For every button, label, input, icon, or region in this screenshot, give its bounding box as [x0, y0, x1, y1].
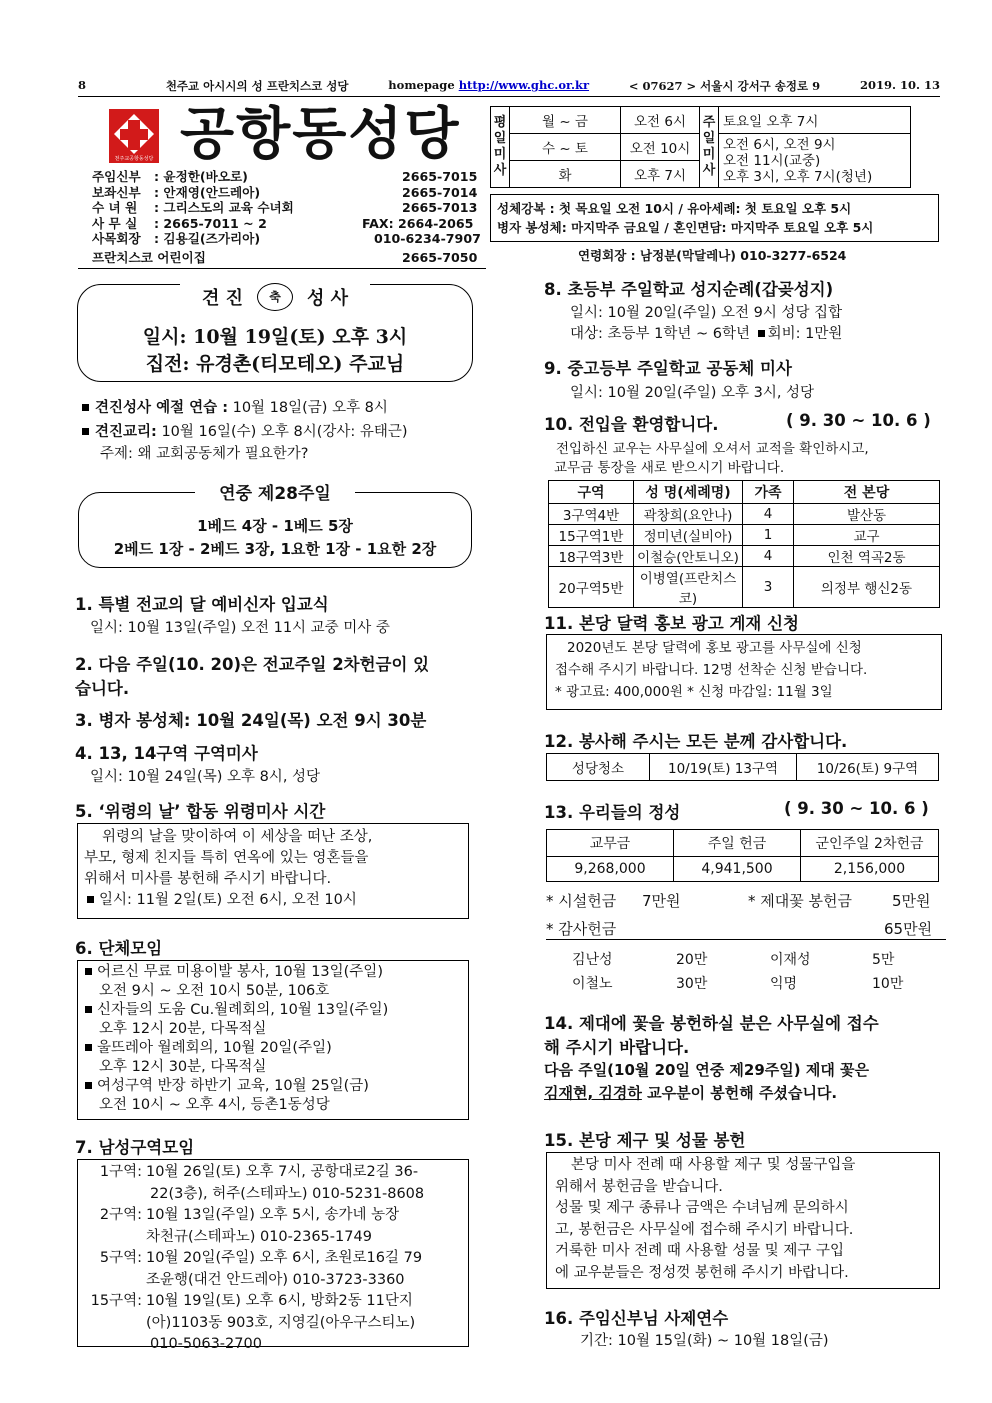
- table-row: 15구역1반 정미년(실비아) 1 교구: [549, 525, 940, 546]
- table-row: 9,268,000 4,941,500 2,156,000: [547, 857, 939, 882]
- section-title: 5. ‘위령의 날’ 합동 위령미사 시간: [75, 802, 326, 821]
- sunday-mass-time: 토요일 오후 7시: [719, 107, 911, 134]
- header-line: [78, 78, 940, 94]
- page-number: 8: [78, 78, 87, 92]
- section-body: 교무금 통장을 새로 받으시기 바랍니다.: [554, 460, 785, 476]
- section-title: 1. 특별 전교의 달 예비신자 입교식: [75, 595, 329, 614]
- mass-days: 월 ~ 금: [510, 107, 621, 134]
- page-title: 공항동성당: [180, 102, 461, 167]
- list-item: 이철노 30만 익명 10만: [572, 976, 904, 992]
- list-item: 신자들의 도움 Cu.월례회의, 10월 13일(주일): [82, 1001, 464, 1020]
- section-title: 4. 13, 14구역 구역미사: [75, 744, 258, 763]
- confirmation-celebrant: 집전: 유경촌(티모테오) 주교님: [145, 353, 405, 375]
- section-period: ( 9. 30 ~ 10. 6 ): [784, 799, 929, 818]
- mass-time: 오전 10시: [621, 134, 700, 161]
- facility-offering-label: * 시설헌금: [546, 892, 617, 910]
- section-title: 6. 단체모임: [75, 939, 163, 958]
- divider: [546, 939, 946, 940]
- parish-full-name: 천주교 아시시의 성 프란치스코 성당: [165, 79, 349, 93]
- confirmation-title: 견 진 축 성 사: [180, 282, 370, 312]
- offering-table: [546, 829, 939, 882]
- section-title: 16. 주임신부님 사제연수: [544, 1309, 729, 1328]
- mass-schedule-table: [490, 106, 911, 188]
- section-title: 2. 다음 주일(10. 20)은 전교주일 2차헌금이 있: [75, 655, 430, 674]
- list-item: 2구역: 10월 13일(주일) 오후 5시, 송가네 농장: [99, 1207, 400, 1223]
- section-period: ( 9. 30 ~ 10. 6 ): [786, 411, 931, 430]
- section-title: 습니다.: [75, 679, 130, 698]
- sunday-mass-label: 주일미사: [700, 107, 719, 188]
- header-divider: [78, 96, 940, 97]
- confirmation-topic: 주제: 왜 교회공동체가 필요한가?: [100, 446, 309, 462]
- staff-row: 사목회장 : 김용길(즈가리아) 010-6234-7907: [92, 231, 481, 246]
- confirmation-item: 견진교리: 10월 16일(수) 오후 8시(강사: 유태근): [80, 420, 408, 441]
- mass-days: 수 ~ 토: [510, 134, 621, 161]
- section-title: 15. 본당 제구 및 성물 봉헌: [544, 1131, 746, 1150]
- section-body: 일시: 10월 24일(목) 오후 8시, 성당: [90, 769, 321, 785]
- section-title: 12. 봉사해 주시는 모든 분께 감사합니다.: [544, 732, 848, 751]
- table-row: 성당청소 10/19(토) 13구역 10/26(토) 9구역: [547, 754, 939, 781]
- list-item: 15구역: 10월 19일(토) 오후 6시, 방화2동 11단지: [90, 1293, 413, 1309]
- mass-notes: 성체강복 : 첫 목요일 오전 10시 / 유아세례: 첫 토요일 오후 5시 병자 봉성체: 마지막주 금요일 / 혼인면담: 마지막주 토요일 오후 5시: [490, 194, 939, 242]
- staff-row: 프란치스코 어린이집 2665-7050: [92, 249, 478, 265]
- transfer-table: [548, 480, 940, 608]
- mass-time: 오후 7시: [621, 161, 700, 188]
- altar-flower-value: 5만원: [892, 892, 931, 910]
- donor-list: [572, 948, 903, 996]
- table-row: 20구역5반 이병열(프란치스코) 3 의정부 행신2동: [549, 567, 940, 608]
- facility-offering-value: 7만원: [642, 892, 681, 910]
- celebration-emblem-icon: 축: [257, 283, 293, 311]
- list-item: 울뜨레아 월례회의, 10월 20일(주일): [82, 1039, 464, 1058]
- address: < 07627 > 서울시 강서구 송정로 9: [628, 79, 821, 93]
- staff-row: 보좌신부 : 안재영(안드레아) 2665-7014: [92, 184, 478, 200]
- section-body: 다음 주일(10월 20일 연중 제29주일) 제대 꽃은: [544, 1061, 870, 1079]
- readings-line: 1베드 4장 - 1베드 5장: [197, 517, 353, 535]
- section-title: 14. 제대에 꽃을 봉헌하실 분은 사무실에 접수: [544, 1014, 879, 1033]
- section-title: 해 주시기 바랍니다.: [544, 1038, 690, 1057]
- readings-title: 연중 제28주일: [195, 479, 355, 504]
- staff-divider: [78, 268, 486, 269]
- section-body: 일시: 10월 20일(주일) 오전 9시 성당 집합: [570, 305, 843, 321]
- altar-flower-label: * 제대꽃 봉헌금: [748, 892, 852, 910]
- mass-time: 오전 6시: [621, 107, 700, 134]
- group-meetings-box: 어르신 무료 미용이발 봉사, 10월 13일(주일) 오전 9시 ~ 오전 10시 50분, 106호 신자들의 도움 Cu.월례회의, 10월 13일(주일) 오후 12시 20분, 다목적실 울뜨레아 월례회의, 10월 20일(주일) 오후 12시 30분, 다목적실 여성구역 반장 하반기 교육, 10월 25일(금) 오전 10시 ~ 오후 4시, 등촌1동성당: [77, 960, 469, 1120]
- section-title: 8. 초등부 주일학교 성지순례(갑곶성지): [544, 280, 834, 299]
- table-row: 18구역3반 이철승(안토니오) 4 인천 역곡2동: [549, 546, 940, 567]
- issue-date: 2019. 10. 13: [859, 78, 940, 92]
- homepage-label: homepage: [388, 78, 455, 92]
- table-header: 교무금 주일 헌금 군인주일 2차헌금: [547, 830, 939, 857]
- section-title: 3. 병자 봉성체: 10월 24일(목) 오전 9시 30분: [75, 711, 427, 730]
- readings-line: 2베드 1장 - 2베드 3장, 1요한 1장 - 1요한 2장: [113, 540, 437, 558]
- thanks-offering-label: * 감사헌금: [546, 920, 617, 938]
- section-body: 기간: 10월 15일(화) ~ 10월 18일(금): [580, 1333, 829, 1349]
- parish-logo: [108, 108, 160, 164]
- mass-days: 화: [510, 161, 621, 188]
- homepage-link[interactable]: http://www.ghc.or.kr: [458, 78, 590, 92]
- men-zone-meetings-box: 1구역: 10월 26일(토) 오후 7시, 공항대로2길 36- 22(3층), 허주(스테파노) 010-5231-8608 2구역: 10월 13일(주일) 오후 5시, 송가네 농장 차천규(스테파노) 010-2365-1749 5구역: 10월 20일(주일) 오후 6시, 초원로16길 79 조윤행(대건 안드레아) 010-3723-3360 15구역: 10월 19일(토) 오후 6시, 방화2동 11단지 (아)1103동 903호, 지영길(아우구스티노) 010-5063-2700: [77, 1159, 469, 1347]
- section-title: 11. 본당 달력 홍보 광고 게재 신청: [544, 614, 799, 633]
- weekday-mass-label: 평일미사: [491, 107, 510, 188]
- table-header: 구역 성 명(세례명) 가족 전 본당: [549, 481, 940, 504]
- confirmation-date: 일시: 10월 19일(토) 오후 3시: [142, 326, 408, 348]
- section-body: 대상: 초등부 1학년 ~ 6학년 회비: 1만원: [570, 326, 843, 342]
- staff-row: 수 녀 원 : 그리스도의 교육 수녀회 2665-7013: [92, 200, 478, 215]
- section-title: 7. 남성구역모임: [75, 1138, 195, 1157]
- sacred-items-box: 본당 미사 전례 때 사용할 제구 및 성물구입을 위해서 봉헌금을 받습니다. 성물 및 제구 종류나 금액은 수녀님께 문의하시 고, 봉헌금은 사무실에 접수해 주시기 바랍니다. 거룩한 미사 전례 때 사용할 성물 및 제구 구입 에 교우분들은 정성껏 봉헌해 주시기 바랍니다.: [546, 1152, 940, 1289]
- section-body: 일시: 10월 13일(주일) 오전 11시 교중 미사 중: [90, 620, 390, 636]
- volunteer-table: [546, 753, 939, 781]
- table-row: 3구역4반 곽창희(요안나) 4 발산동: [549, 504, 940, 525]
- calendar-ad-box: 2020년도 본당 달력에 홍보 광고를 사무실에 신청 접수해 주시기 바랍니다. 12명 선착순 신청 받습니다. * 광고료: 400,000원 * 신청 마감일: 11월 3일: [546, 634, 942, 710]
- section-body: 김재현, 김경하 교우분이 봉헌해 주셨습니다.: [544, 1084, 838, 1102]
- sunday-mass-times: 오전 6시, 오전 9시 오전 11시(교중) 오후 3시, 오후 7시(청년): [719, 134, 911, 188]
- staff-row: 사 무 실 : 2665-7011 ~ 2 FAX: 2664-2065: [92, 215, 474, 231]
- list-item: 김난성 20만 이재성 5만: [572, 952, 895, 968]
- thanks-offering-value: 65만원: [884, 920, 933, 938]
- staff-list: [92, 169, 522, 265]
- section-title: 9. 중고등부 주일학교 공동체 미사: [544, 359, 792, 378]
- list-item: 어르신 무료 미용이발 봉사, 10월 13일(주일): [82, 963, 464, 982]
- list-item: 1구역: 10월 26일(토) 오후 7시, 공항대로2길 36-: [99, 1164, 419, 1180]
- section-body: 일시: 10월 20일(주일) 오후 3시, 성당: [570, 385, 815, 401]
- list-item: 여성구역 반장 하반기 교육, 10월 25일(금): [82, 1077, 464, 1096]
- section-title: 10. 전입을 환영합니다.: [544, 415, 719, 434]
- list-item: 5구역: 10월 20일(주일) 오후 6시, 초원로16길 79: [99, 1250, 423, 1266]
- flower-donors: 김재현, 김경하: [544, 1084, 642, 1102]
- funeral-society-head: 연령회장 : 남정분(막달레나) 010-3277-6524: [578, 248, 847, 263]
- section-title: 13. 우리들의 정성: [544, 803, 681, 822]
- memorial-mass-box: 위령의 날을 맞이하여 이 세상을 떠난 조상, 부모, 형제 친지들 특히 연옥에 있는 영혼들을 위해서 미사를 봉헌해 주시기 바랍니다. 일시: 11월 2일(토) 오전 6시, 오전 10시: [77, 823, 469, 919]
- section-body: 전입하신 교우는 사무실에 오셔서 교적을 확인하시고,: [556, 441, 869, 457]
- staff-row: 주임신부 : 윤정한(바오로) 2665-7015: [92, 169, 478, 184]
- logo-caption: 천주교공항동성당: [114, 156, 154, 162]
- confirmation-item: 견진성사 예절 연습 : 10월 18일(금) 오후 8시: [80, 396, 388, 417]
